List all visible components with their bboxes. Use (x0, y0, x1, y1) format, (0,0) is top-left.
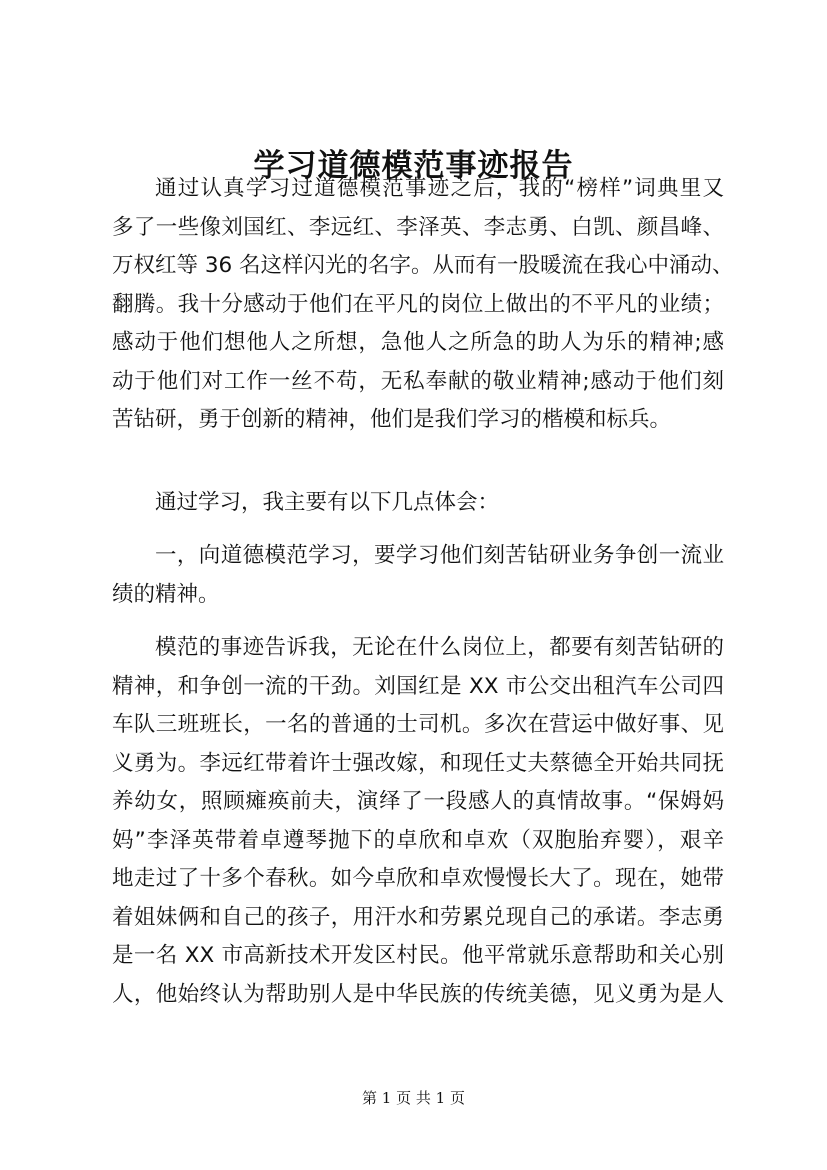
paragraph-2 (112, 484, 724, 523)
paragraph-line: 一，向道德模范学习，要学习他们刻苦钻研业务争创一流业 (155, 543, 724, 568)
paragraph-line: 车队三班班长，一名的普通的士司机。多次在营运中做好事、见 (112, 712, 724, 737)
paragraph-line: 绩的精神。 (112, 581, 220, 607)
paragraph-3 (112, 537, 724, 614)
paragraph-1 (112, 170, 734, 440)
paragraph-line: 翻腾。我十分感动于他们在平凡的岗位上做出的不平凡的业绩； (112, 291, 724, 317)
paragraph-line: 着姐妹俩和自己的孩子，用汗水和劳累兑现自己的承诺。李志勇 (112, 904, 724, 930)
paragraph-line: 通过认真学习过道德模范事迹之后，我的“榜样”词典里又 (155, 176, 724, 201)
paragraph-4 (112, 629, 724, 1014)
paragraph-line: 义勇为。李远红带着许士强改嫁，和现任丈夫蔡德全开始共同抚 (112, 750, 724, 776)
paragraph-line: 多了一些像刘国红、李远红、李泽英、李志勇、白凯、颜昌峰、 (112, 214, 724, 240)
paragraph-line: 是一名 XX 市高新技术开发区村民。他平常就乐意帮助和关心别 (112, 943, 724, 968)
paragraph-line: 人，他始终认为帮助别人是中华民族的传统美德，见义勇为是人 (112, 981, 724, 1007)
paragraph-line: 万权红等 36 名这样闪光的名字。从而有一股暖流在我心中涌动、 (112, 253, 734, 278)
paragraph-line: 感动于他们想他人之所想，急他人之所急的助人为乐的精神;感 (112, 330, 724, 355)
paragraph-line: 妈”李泽英带着卓遵琴抛下的卓欣和卓欢（双胞胎弃婴），艰辛 (112, 827, 724, 853)
paragraph-line: 地走过了十多个春秋。如今卓欣和卓欢慢慢长大了。现在，她带 (112, 866, 724, 891)
paragraph-line: 苦钻研，勇于创新的精神，他们是我们学习的楷模和标兵。 (112, 407, 672, 432)
document-title: 学习道德模范事迹报告 (253, 148, 574, 184)
paragraph-line: 精神，和争创一流的干劲。刘国红是 XX 市公交出租汽车公司四 (112, 673, 724, 699)
paragraph-line: 动于他们对工作一丝不苟，无私奉献的敬业精神;感动于他们刻 (112, 368, 724, 394)
page-footer: 第 1 页 共 1 页 (362, 1089, 465, 1107)
paragraph-line: 养幼女，照顾瘫痪前夫，演绎了一段感人的真情故事。“保姆妈 (112, 789, 724, 814)
paragraph-line: 通过学习，我主要有以下几点体会： (155, 490, 500, 515)
paragraph-line: 模范的事迹告诉我，无论在什么岗位上，都要有刻苦钻研的 (155, 635, 724, 660)
